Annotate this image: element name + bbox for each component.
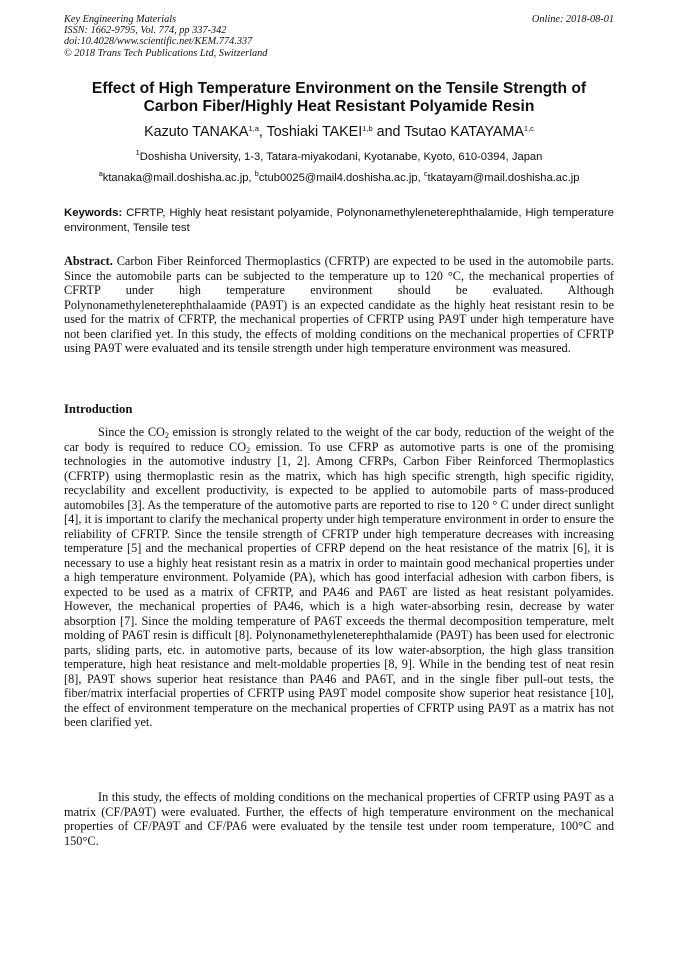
title-line-1: Effect of High Temperature Environment on the Tensile Strength of bbox=[91, 80, 587, 97]
email-link[interactable]: ctub0025@mail4.doshisha.ac.jp bbox=[258, 172, 418, 184]
text-run: emission is strongly related to the weight of the car body, reduction of the weight of the car body is required to reduce CO bbox=[64, 425, 615, 454]
author-sep: , bbox=[258, 124, 267, 140]
affiliation bbox=[64, 150, 614, 164]
journal-copyright: © 2018 Trans Tech Publications Ltd, Switzerland bbox=[64, 47, 268, 59]
title-line-2: Carbon Fiber/Highly Heat Resistant Polyamide Resin bbox=[143, 98, 535, 115]
author-sup: 1,a bbox=[248, 124, 259, 133]
author-name: Kazuto TANAKA bbox=[144, 124, 249, 140]
author-name: Tsutao KATAYAMA bbox=[404, 124, 524, 140]
author-sup: 1,c bbox=[523, 124, 534, 133]
affiliation-sup: 1 bbox=[135, 148, 140, 157]
journal-header bbox=[64, 14, 614, 59]
email-link[interactable]: ktanaka@mail.doshisha.ac.jp bbox=[102, 172, 249, 184]
email-sep: , bbox=[417, 172, 424, 184]
author-emails bbox=[64, 171, 614, 185]
email-sup: c bbox=[423, 169, 428, 178]
journal-issn: ISSN: 1662-9795, Vol. 774, pp 337-342 bbox=[64, 25, 227, 37]
journal-name: Key Engineering Materials bbox=[64, 14, 177, 25]
keywords-label: Keywords: bbox=[64, 207, 123, 219]
intro-paragraph-1 bbox=[64, 425, 614, 730]
text-run: Since the CO bbox=[98, 425, 165, 439]
email-sep: , bbox=[248, 172, 255, 184]
intro-paragraph-2: In this study, the effects of molding conditions on the mechanical properties of CFRTP using PA9T as a matrix (CF/PA9T) were evaluated. Further, the effects of high temperature environment on the mechanical properties of CF/PA9T and CF/PA6 were evaluated by the tensile test under room temperature, 100°C and 150°C. bbox=[64, 790, 614, 848]
author-list bbox=[64, 123, 614, 141]
keywords-text: CFRTP, Highly heat resistant polyamide, Polynonamethyleneterephthalamide, High temperature environment, Tensile test bbox=[64, 207, 614, 234]
author-sep: and bbox=[372, 124, 405, 140]
email-link[interactable]: tkatayam@mail.doshisha.ac.jp bbox=[427, 172, 580, 184]
online-date: Online: 2018-08-01 bbox=[531, 14, 614, 25]
email-sup: a bbox=[98, 169, 103, 178]
email-sup: b bbox=[254, 169, 259, 178]
abstract-text: Carbon Fiber Reinforced Thermoplastics (CFRTP) are expected to be used in the automobile parts. Since the automobile parts can be subjected to the temperature up to 120 °C, the mechanical properties of CFRTP under high temperature environment should be evaluated. Although Polynonamethyleneterephthalaamide (PA9T) is an expected candidate as the highly heat resistant resin to be used for the matrix of CFRTP, the mechanical properties of CFRTP using PA9T under high temperature have not been clarified yet. In this study, the effects of molding conditions on the mechanical properties of CFRTP using PA9T were evaluated and its tensile strength under high temperature environment was measured. bbox=[64, 254, 614, 355]
author-name: Toshiaki TAKEI bbox=[266, 124, 363, 140]
journal-doi[interactable]: doi:10.4028/www.scientific.net/KEM.774.337 bbox=[64, 36, 253, 48]
subscript: 2 bbox=[164, 431, 169, 440]
abstract-label: Abstract. bbox=[64, 254, 113, 268]
affiliation-text: Doshisha University, 1-3, Tatara-miyakodani, Kyotanabe, Kyoto, 610-0394, Japan bbox=[139, 151, 543, 163]
subscript: 2 bbox=[246, 445, 251, 455]
keywords bbox=[64, 206, 614, 235]
author-sup: 1,b bbox=[362, 124, 373, 133]
paper-title bbox=[64, 80, 614, 116]
abstract bbox=[64, 254, 614, 356]
section-heading-introduction: Introduction bbox=[64, 402, 133, 416]
text-run: emission. To use CFRP as automotive parts is one of the promising technologies in the automotive industry [1, 2]. Among CFRPs, Carbon Fiber Reinforced Thermoplastics (CFRTP) using thermoplastic resin as the matrix, which has high specific strength, high specific rigidity, recyclability and excellent productivity, is expected to be applied to automobile parts of mass-produced automobiles [3]. As the temperature of the automotive parts are reported to rise to 120 ° C under direct sunlight [4], it is important to clarify the mechanical property under high temperature environment in order to ensure the reliability of CFRTP. Since the tensile strength of CFRTP under high temperature decreases with increasing temperature [5] and the mechanical properties of CFRP depend on the heat resistance of the matrix [6], it is necessary to use a highly heat resistant resin as a matrix in order to maintain good mechanical properties under a high temperature environment. Polyamide (PA), which has good interfacial adhesion with carbon fibers, is expected to be used as a matrix of CFRTP, and PA46 and PA6T are listed as heat resistant polyamides. However, the mechanical properties of PA46, which is a high water-absorbing resin, decrease by water absorption [7]. Since the molding temperature of PA6T exceeds the thermal decomposition temperature, melt molding of PA6T resin is difficult [8]. Polynonamethyleneterephthalamide (PA9T) has been used for electronic parts, sliding parts, etc. in automotive parts, because of its low water-absorption, the high glass transition temperature, high heat resistance and melt-moldable properties [8, 9]. While in the bending test of neat resin [8], PA9T shows superior heat resistance than PA46 and PA6T, and in the single fiber pull-out tests, the fiber/matrix interfacial properties of CFRTP using PA9T model composite show superior heat resistance [10], the effect of environment temperature on the mechanical properties of CFRTP using PA9T as a matrix has not been clarified yet. bbox=[64, 439, 614, 729]
